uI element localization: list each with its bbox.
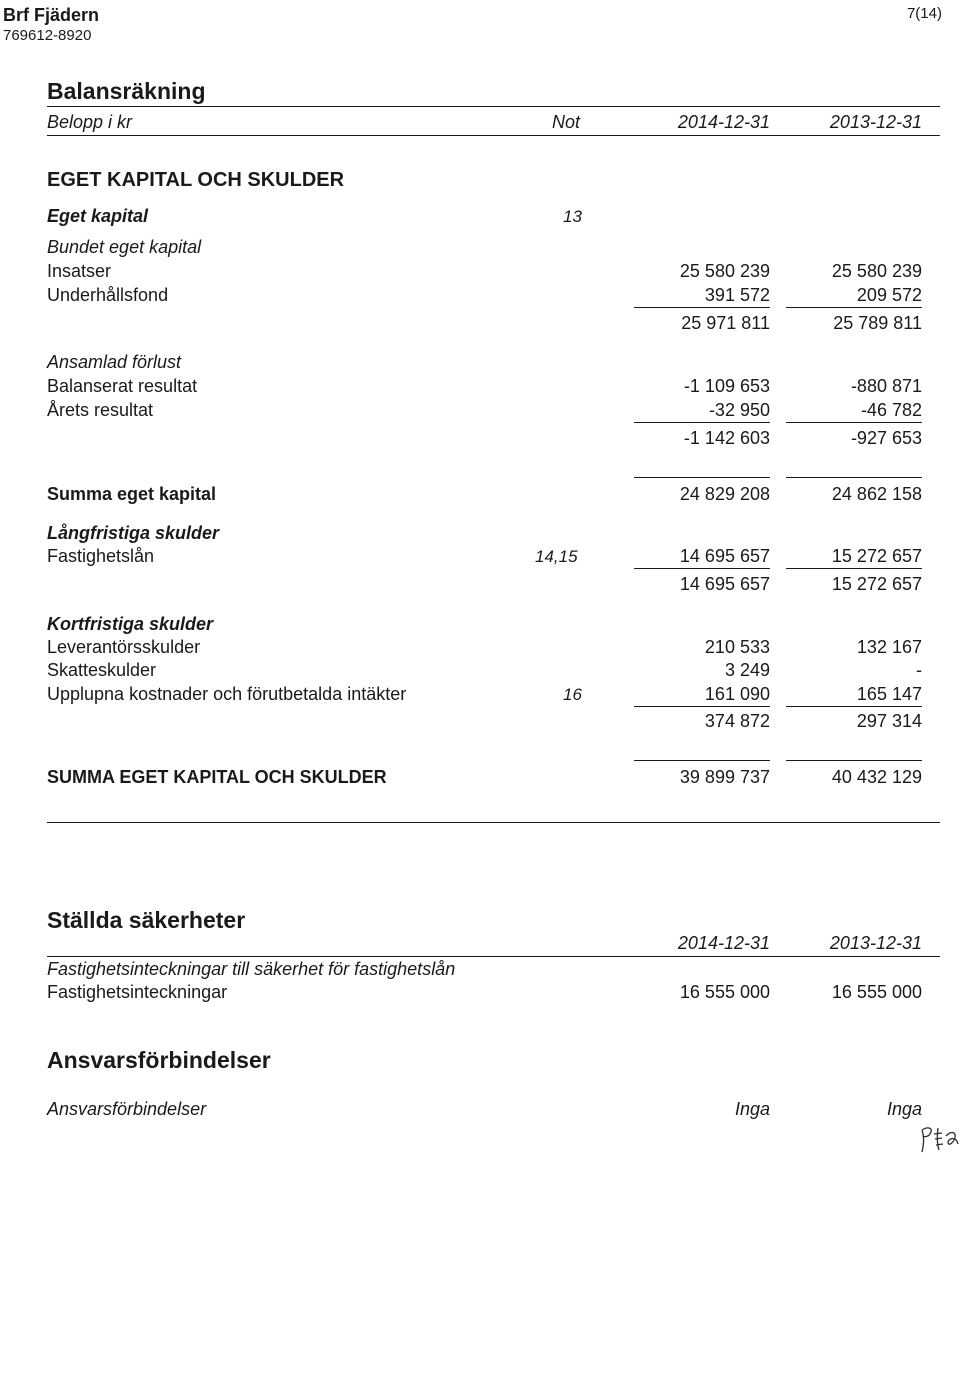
col-label: Belopp i kr bbox=[47, 112, 133, 132]
upplupna-note: 16 bbox=[563, 685, 582, 704]
fastighetslan-2014: 14 695 657 bbox=[679, 546, 770, 566]
langfristiga-heading: Långfristiga skulder bbox=[47, 523, 220, 543]
summa-eget-label: Summa eget kapital bbox=[47, 484, 217, 504]
total-rule bbox=[786, 477, 922, 478]
underhall-2013: 209 572 bbox=[856, 285, 922, 305]
col-2013: 2013-12-31 bbox=[829, 112, 922, 132]
eget-kapital-note: 13 bbox=[563, 207, 582, 226]
skatte-label: Skatteskulder bbox=[47, 660, 157, 680]
company-name: Brf Fjädern bbox=[3, 5, 100, 25]
sakerheter-subtitle: Fastighetsinteckningar till säkerhet för fastighetslån bbox=[47, 959, 456, 979]
handwritten-initials bbox=[918, 1116, 960, 1156]
leverantor-label: Leverantörsskulder bbox=[47, 637, 201, 657]
forlust-sum-2013: -927 653 bbox=[850, 428, 922, 448]
total-rule bbox=[786, 760, 922, 761]
balanserat-2014: -1 109 653 bbox=[683, 376, 770, 396]
arets-2013: -46 782 bbox=[860, 400, 922, 420]
summa-total-label: SUMMA EGET KAPITAL OCH SKULDER bbox=[47, 767, 387, 787]
forlust-sum-2014: -1 142 603 bbox=[683, 428, 770, 448]
sakerheter-row-label: Fastighetsinteckningar bbox=[47, 982, 228, 1002]
section-divider bbox=[47, 822, 940, 823]
sakerheter-2014: 16 555 000 bbox=[679, 982, 770, 1002]
skatte-2013: - bbox=[916, 660, 922, 680]
upplupna-2014: 161 090 bbox=[704, 684, 770, 704]
langfristiga-sum-2013: 15 272 657 bbox=[831, 574, 922, 594]
leverantor-2014: 210 533 bbox=[704, 637, 770, 657]
page-number: 7(14) bbox=[906, 5, 942, 22]
kortfristiga-sum-2014: 374 872 bbox=[704, 711, 770, 731]
sakerheter-title: Ställda säkerheter bbox=[47, 907, 246, 933]
ansvar-row-label: Ansvarsförbindelser bbox=[47, 1099, 207, 1119]
langfristiga-sum-2014: 14 695 657 bbox=[679, 574, 770, 594]
fastighetslan-2013: 15 272 657 bbox=[831, 546, 922, 566]
upplupna-2013: 165 147 bbox=[856, 684, 922, 704]
arets-2014: -32 950 bbox=[708, 400, 770, 420]
ansvar-title: Ansvarsförbindelser bbox=[47, 1047, 271, 1073]
subtotal-rule bbox=[634, 422, 770, 423]
insatser-2014: 25 580 239 bbox=[679, 261, 770, 281]
balanserat-label: Balanserat resultat bbox=[47, 376, 198, 396]
bundet-heading: Bundet eget kapital bbox=[47, 237, 202, 257]
page-title: Balansräkning bbox=[47, 78, 206, 104]
subtotal-rule bbox=[786, 568, 922, 569]
sakerheter-rule bbox=[47, 956, 940, 957]
section-title: EGET KAPITAL OCH SKULDER bbox=[47, 169, 345, 191]
forlust-heading: Ansamlad förlust bbox=[47, 352, 182, 372]
subtotal-rule bbox=[634, 706, 770, 707]
kortfristiga-heading: Kortfristiga skulder bbox=[47, 614, 214, 634]
arets-label: Årets resultat bbox=[47, 400, 154, 420]
leverantor-2013: 132 167 bbox=[856, 637, 922, 657]
sakerheter-col-2014: 2014-12-31 bbox=[677, 933, 770, 953]
subtotal-rule bbox=[634, 307, 770, 308]
title-rule bbox=[47, 106, 940, 107]
skatte-2014: 3 249 bbox=[724, 660, 770, 680]
bundet-sum-2013: 25 789 811 bbox=[833, 313, 922, 333]
total-rule bbox=[634, 760, 770, 761]
col-note: Not bbox=[552, 112, 581, 132]
insatser-label: Insatser bbox=[47, 261, 112, 281]
summa-total-2014: 39 899 737 bbox=[679, 767, 770, 787]
underhall-2014: 391 572 bbox=[704, 285, 770, 305]
fastighetslan-note: 14,15 bbox=[535, 547, 578, 566]
org-number: 769612-8920 bbox=[3, 27, 92, 44]
ansvar-2014: Inga bbox=[734, 1099, 770, 1119]
subtotal-rule bbox=[634, 568, 770, 569]
sakerheter-2013: 16 555 000 bbox=[831, 982, 922, 1002]
ansvar-2013: Inga bbox=[886, 1099, 922, 1119]
summa-eget-2013: 24 862 158 bbox=[831, 484, 922, 504]
fastighetslan-label: Fastighetslån bbox=[47, 546, 155, 566]
summa-total-2013: 40 432 129 bbox=[831, 767, 922, 787]
subtotal-rule bbox=[786, 422, 922, 423]
insatser-2013: 25 580 239 bbox=[831, 261, 922, 281]
kortfristiga-sum-2013: 297 314 bbox=[856, 711, 922, 731]
eget-kapital-heading: Eget kapital bbox=[47, 206, 149, 226]
col-2014: 2014-12-31 bbox=[677, 112, 770, 132]
balanserat-2013: -880 871 bbox=[850, 376, 922, 396]
total-rule bbox=[634, 477, 770, 478]
bundet-sum-2014: 25 971 811 bbox=[681, 313, 770, 333]
sakerheter-col-2013: 2013-12-31 bbox=[829, 933, 922, 953]
summa-eget-2014: 24 829 208 bbox=[679, 484, 770, 504]
upplupna-label: Upplupna kostnader och förutbetalda intäkter bbox=[47, 684, 407, 704]
subtotal-rule bbox=[786, 307, 922, 308]
header-rule bbox=[47, 135, 940, 136]
subtotal-rule bbox=[786, 706, 922, 707]
underhall-label: Underhållsfond bbox=[47, 285, 169, 305]
